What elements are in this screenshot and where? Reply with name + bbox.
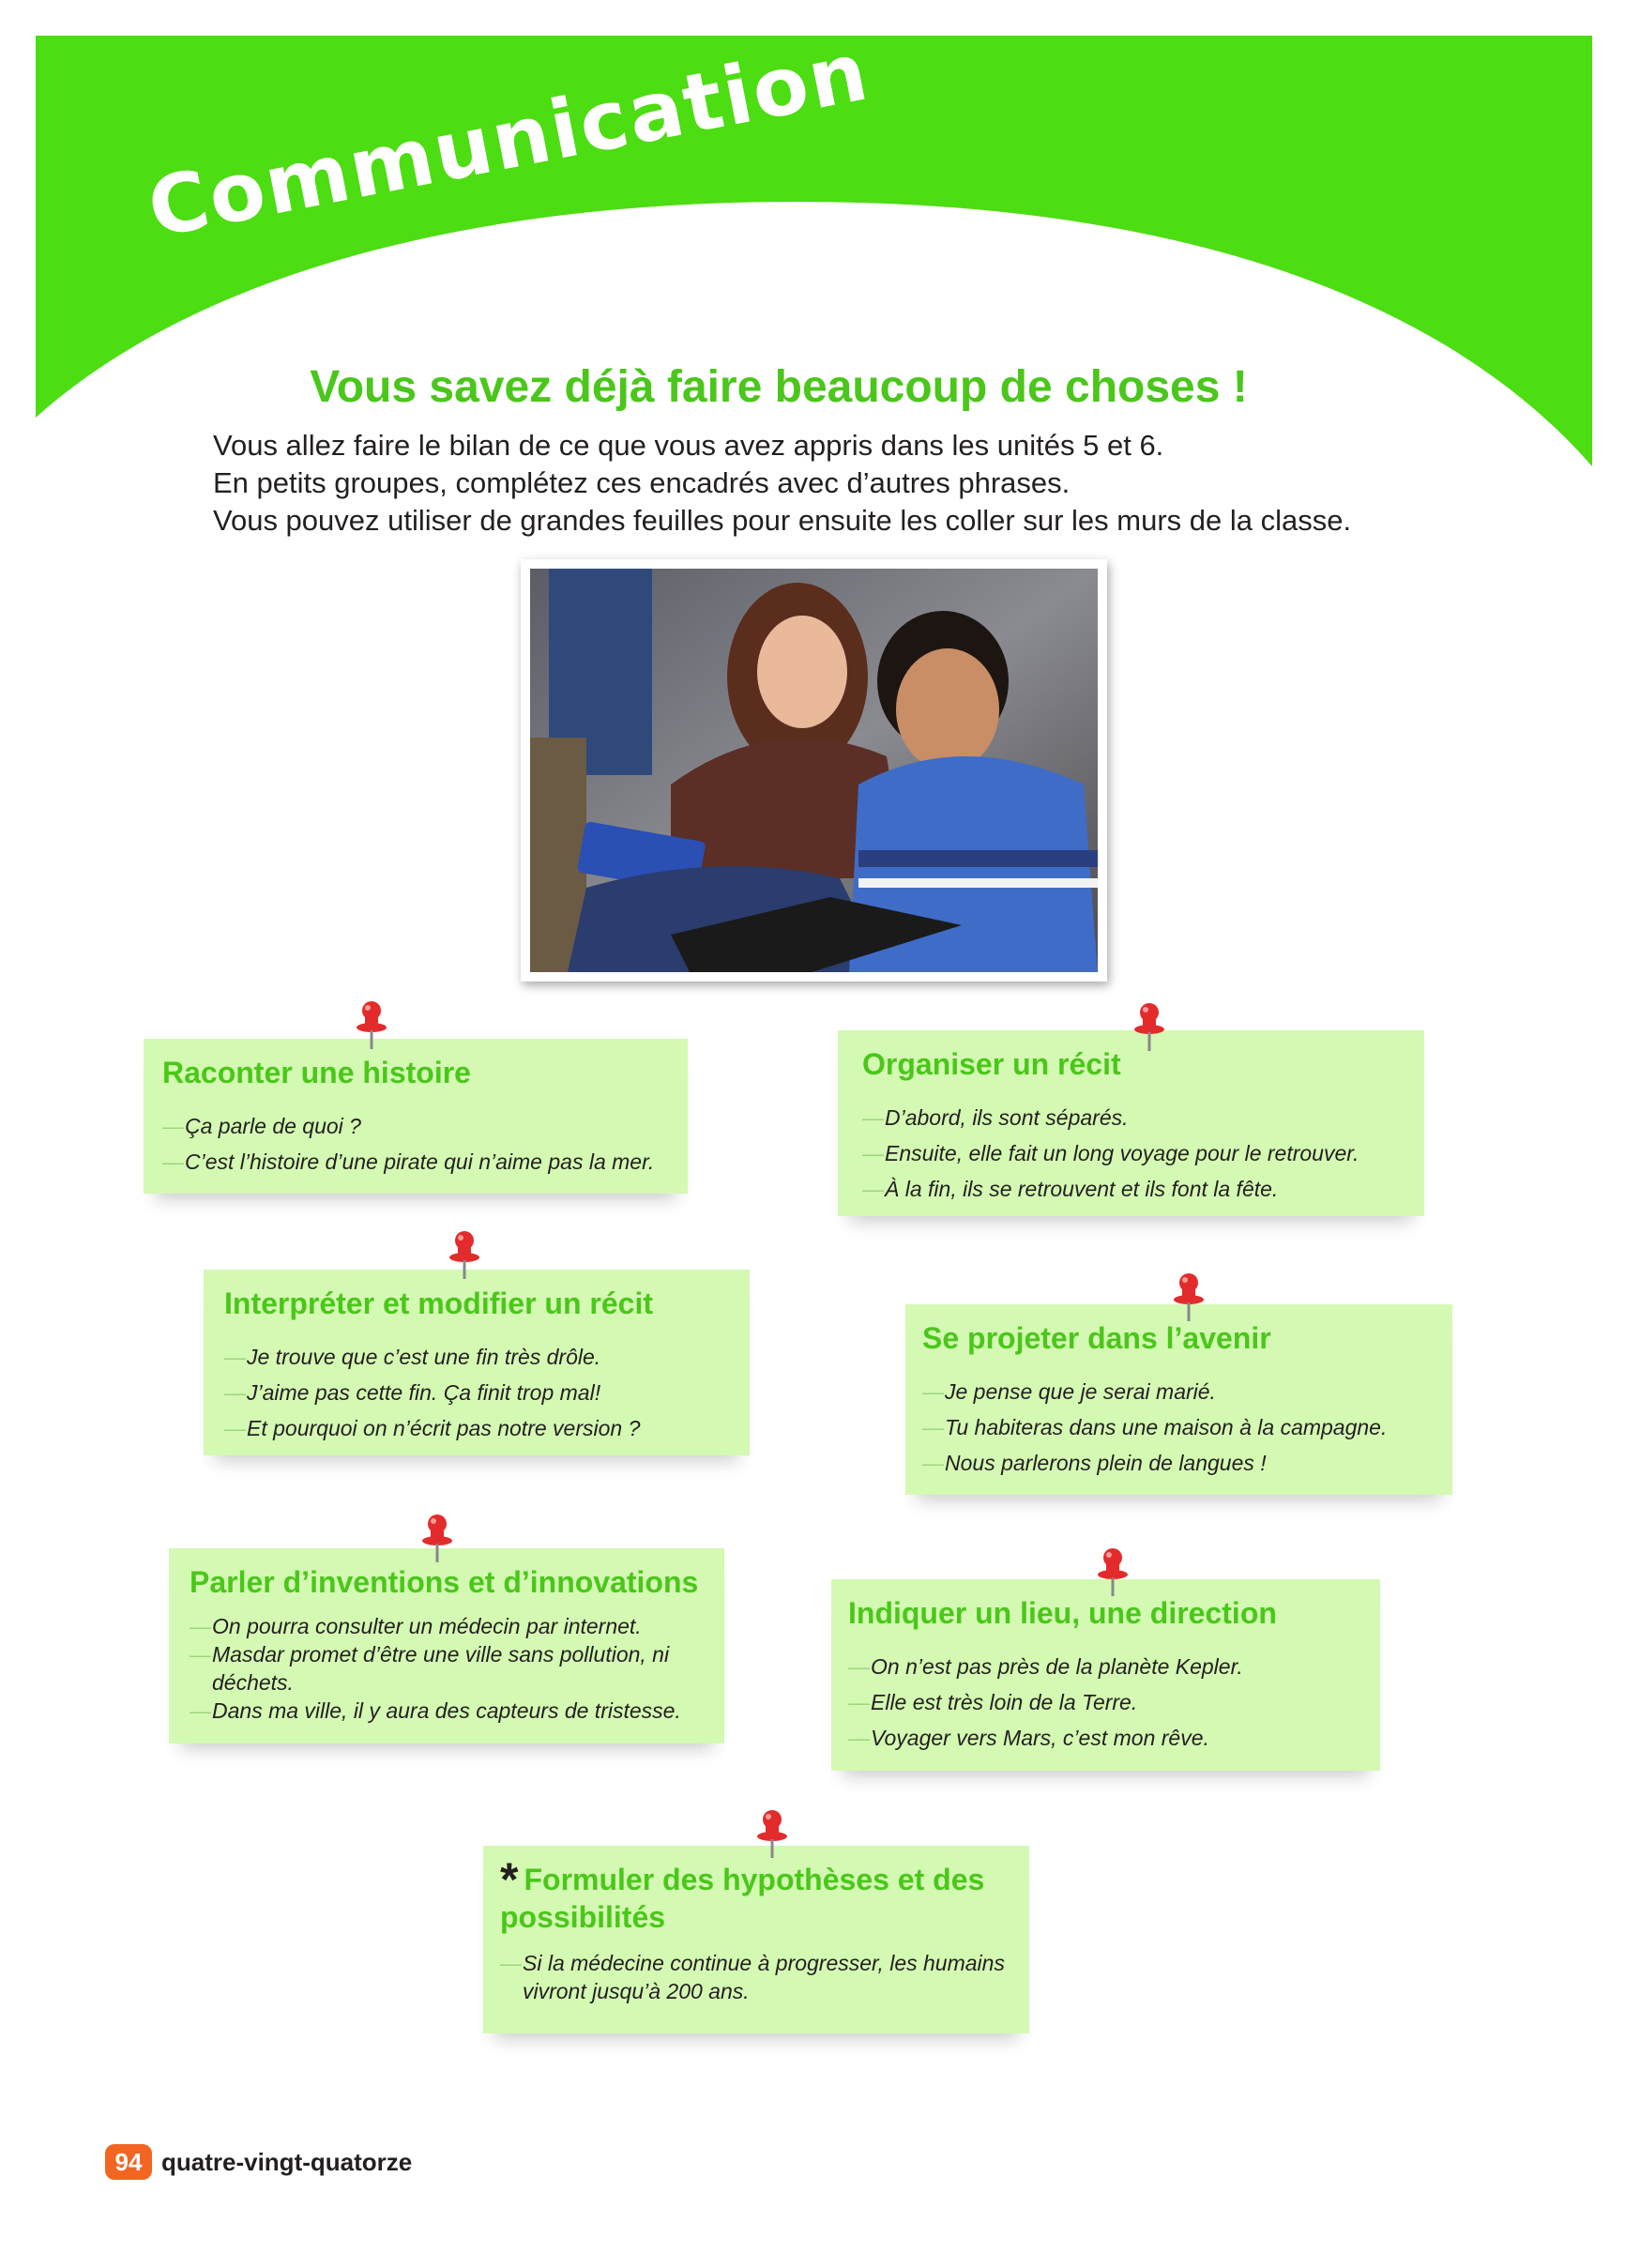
card-title: Se projeter dans l’avenir bbox=[922, 1321, 1271, 1355]
card-line: — On n’est pas près de la planète Kepler. bbox=[848, 1649, 1363, 1684]
intro-line: Vous pouvez utiliser de grandes feuilles pour ensuite les coller sur les murs de la classe. bbox=[213, 504, 1352, 537]
card-organiser-un-recit bbox=[838, 1030, 1424, 1216]
card-indiquer-un-lieu bbox=[831, 1579, 1380, 1771]
card-lines bbox=[190, 1612, 704, 1725]
students-photo-image bbox=[530, 569, 1098, 972]
card-line: — Ça parle de quoi ? bbox=[162, 1108, 669, 1144]
card-interpreter-et-modifier bbox=[204, 1270, 750, 1455]
page-heading: Vous savez déjà faire beaucoup de choses ! bbox=[310, 362, 1248, 412]
students-photo bbox=[521, 559, 1107, 982]
card-line: — Si la médecine continue à progresser, les humains vivront jusqu’à 200 ans. bbox=[500, 1949, 1012, 2005]
card-parler-d-inventions bbox=[169, 1548, 724, 1743]
card-title: Indiquer un lieu, une direction bbox=[848, 1596, 1277, 1630]
card-title-text: Formuler des hypothèses et des possibilités bbox=[500, 1863, 985, 1934]
card-line: — Dans ma ville, il y aura des capteurs de tristesse. bbox=[190, 1697, 704, 1725]
card-line: — J’aime pas cette fin. Ça finit trop mal! bbox=[224, 1375, 729, 1410]
card-lines bbox=[224, 1339, 729, 1446]
card-title: Organiser un récit bbox=[862, 1047, 1121, 1081]
pushpin-icon bbox=[353, 999, 390, 1050]
card-line: — À la fin, ils se retrouvent et ils font la fête. bbox=[862, 1171, 1400, 1207]
pushpin-icon bbox=[418, 1513, 456, 1563]
card-lines bbox=[500, 1949, 1012, 2005]
card-line: — Elle est très loin de la Terre. bbox=[848, 1684, 1363, 1720]
page-footer bbox=[105, 2144, 412, 2180]
card-raconter-une-histoire bbox=[144, 1039, 688, 1194]
card-line: — Ensuite, elle fait un long voyage pour le retrouver. bbox=[862, 1135, 1400, 1171]
intro-line: Vous allez faire le bilan de ce que vous avez appris dans les unités 5 et 6. bbox=[213, 429, 1164, 462]
card-title: Raconter une histoire bbox=[162, 1056, 471, 1089]
section-title: Communication bbox=[141, 24, 877, 257]
card-lines bbox=[922, 1374, 1435, 1481]
card-line: — Je trouve que c’est une fin très drôle. bbox=[224, 1339, 729, 1375]
card-line: — C’est l’histoire d’une pirate qui n’aime pas la mer. bbox=[162, 1144, 669, 1180]
card-se-projeter-dans-l-avenir bbox=[905, 1304, 1452, 1495]
intro-text bbox=[213, 427, 1351, 540]
card-line: — Masdar promet d’être une ville sans pollution, ni déchets. bbox=[190, 1640, 704, 1697]
pushpin-icon bbox=[1131, 1001, 1168, 1052]
star-icon: * bbox=[500, 1853, 519, 1906]
card-title: Interpréter et modifier un récit bbox=[224, 1286, 653, 1320]
page-number-words: quatre-vingt-quatorze bbox=[161, 2147, 413, 2176]
card-formuler-des-hypotheses bbox=[483, 1846, 1029, 2033]
card-line: — Tu habiteras dans une maison à la campagne. bbox=[922, 1409, 1435, 1445]
page-number-badge: 94 bbox=[105, 2144, 152, 2180]
card-line: — D’abord, ils sont séparés. bbox=[862, 1100, 1400, 1135]
card-title bbox=[500, 1853, 1012, 1936]
card-title: Parler d’inventions et d’innovations bbox=[190, 1565, 699, 1599]
pushpin-icon bbox=[1094, 1546, 1131, 1597]
card-line: — Je pense que je serai marié. bbox=[922, 1374, 1435, 1409]
intro-line: En petits groupes, complétez ces encadrés avec d’autres phrases. bbox=[213, 466, 1071, 499]
card-line: — Et pourquoi on n’écrit pas notre version ? bbox=[224, 1410, 729, 1446]
card-lines bbox=[862, 1100, 1400, 1207]
card-line: — On pourra consulter un médecin par internet. bbox=[190, 1612, 704, 1640]
pushpin-icon bbox=[446, 1229, 483, 1280]
card-line: — Nous parlerons plein de langues ! bbox=[922, 1445, 1435, 1481]
pushpin-icon bbox=[1170, 1271, 1207, 1322]
pushpin-icon bbox=[753, 1808, 791, 1859]
card-lines bbox=[848, 1649, 1363, 1756]
card-lines bbox=[162, 1108, 669, 1180]
card-line: — Voyager vers Mars, c’est mon rêve. bbox=[848, 1720, 1363, 1756]
